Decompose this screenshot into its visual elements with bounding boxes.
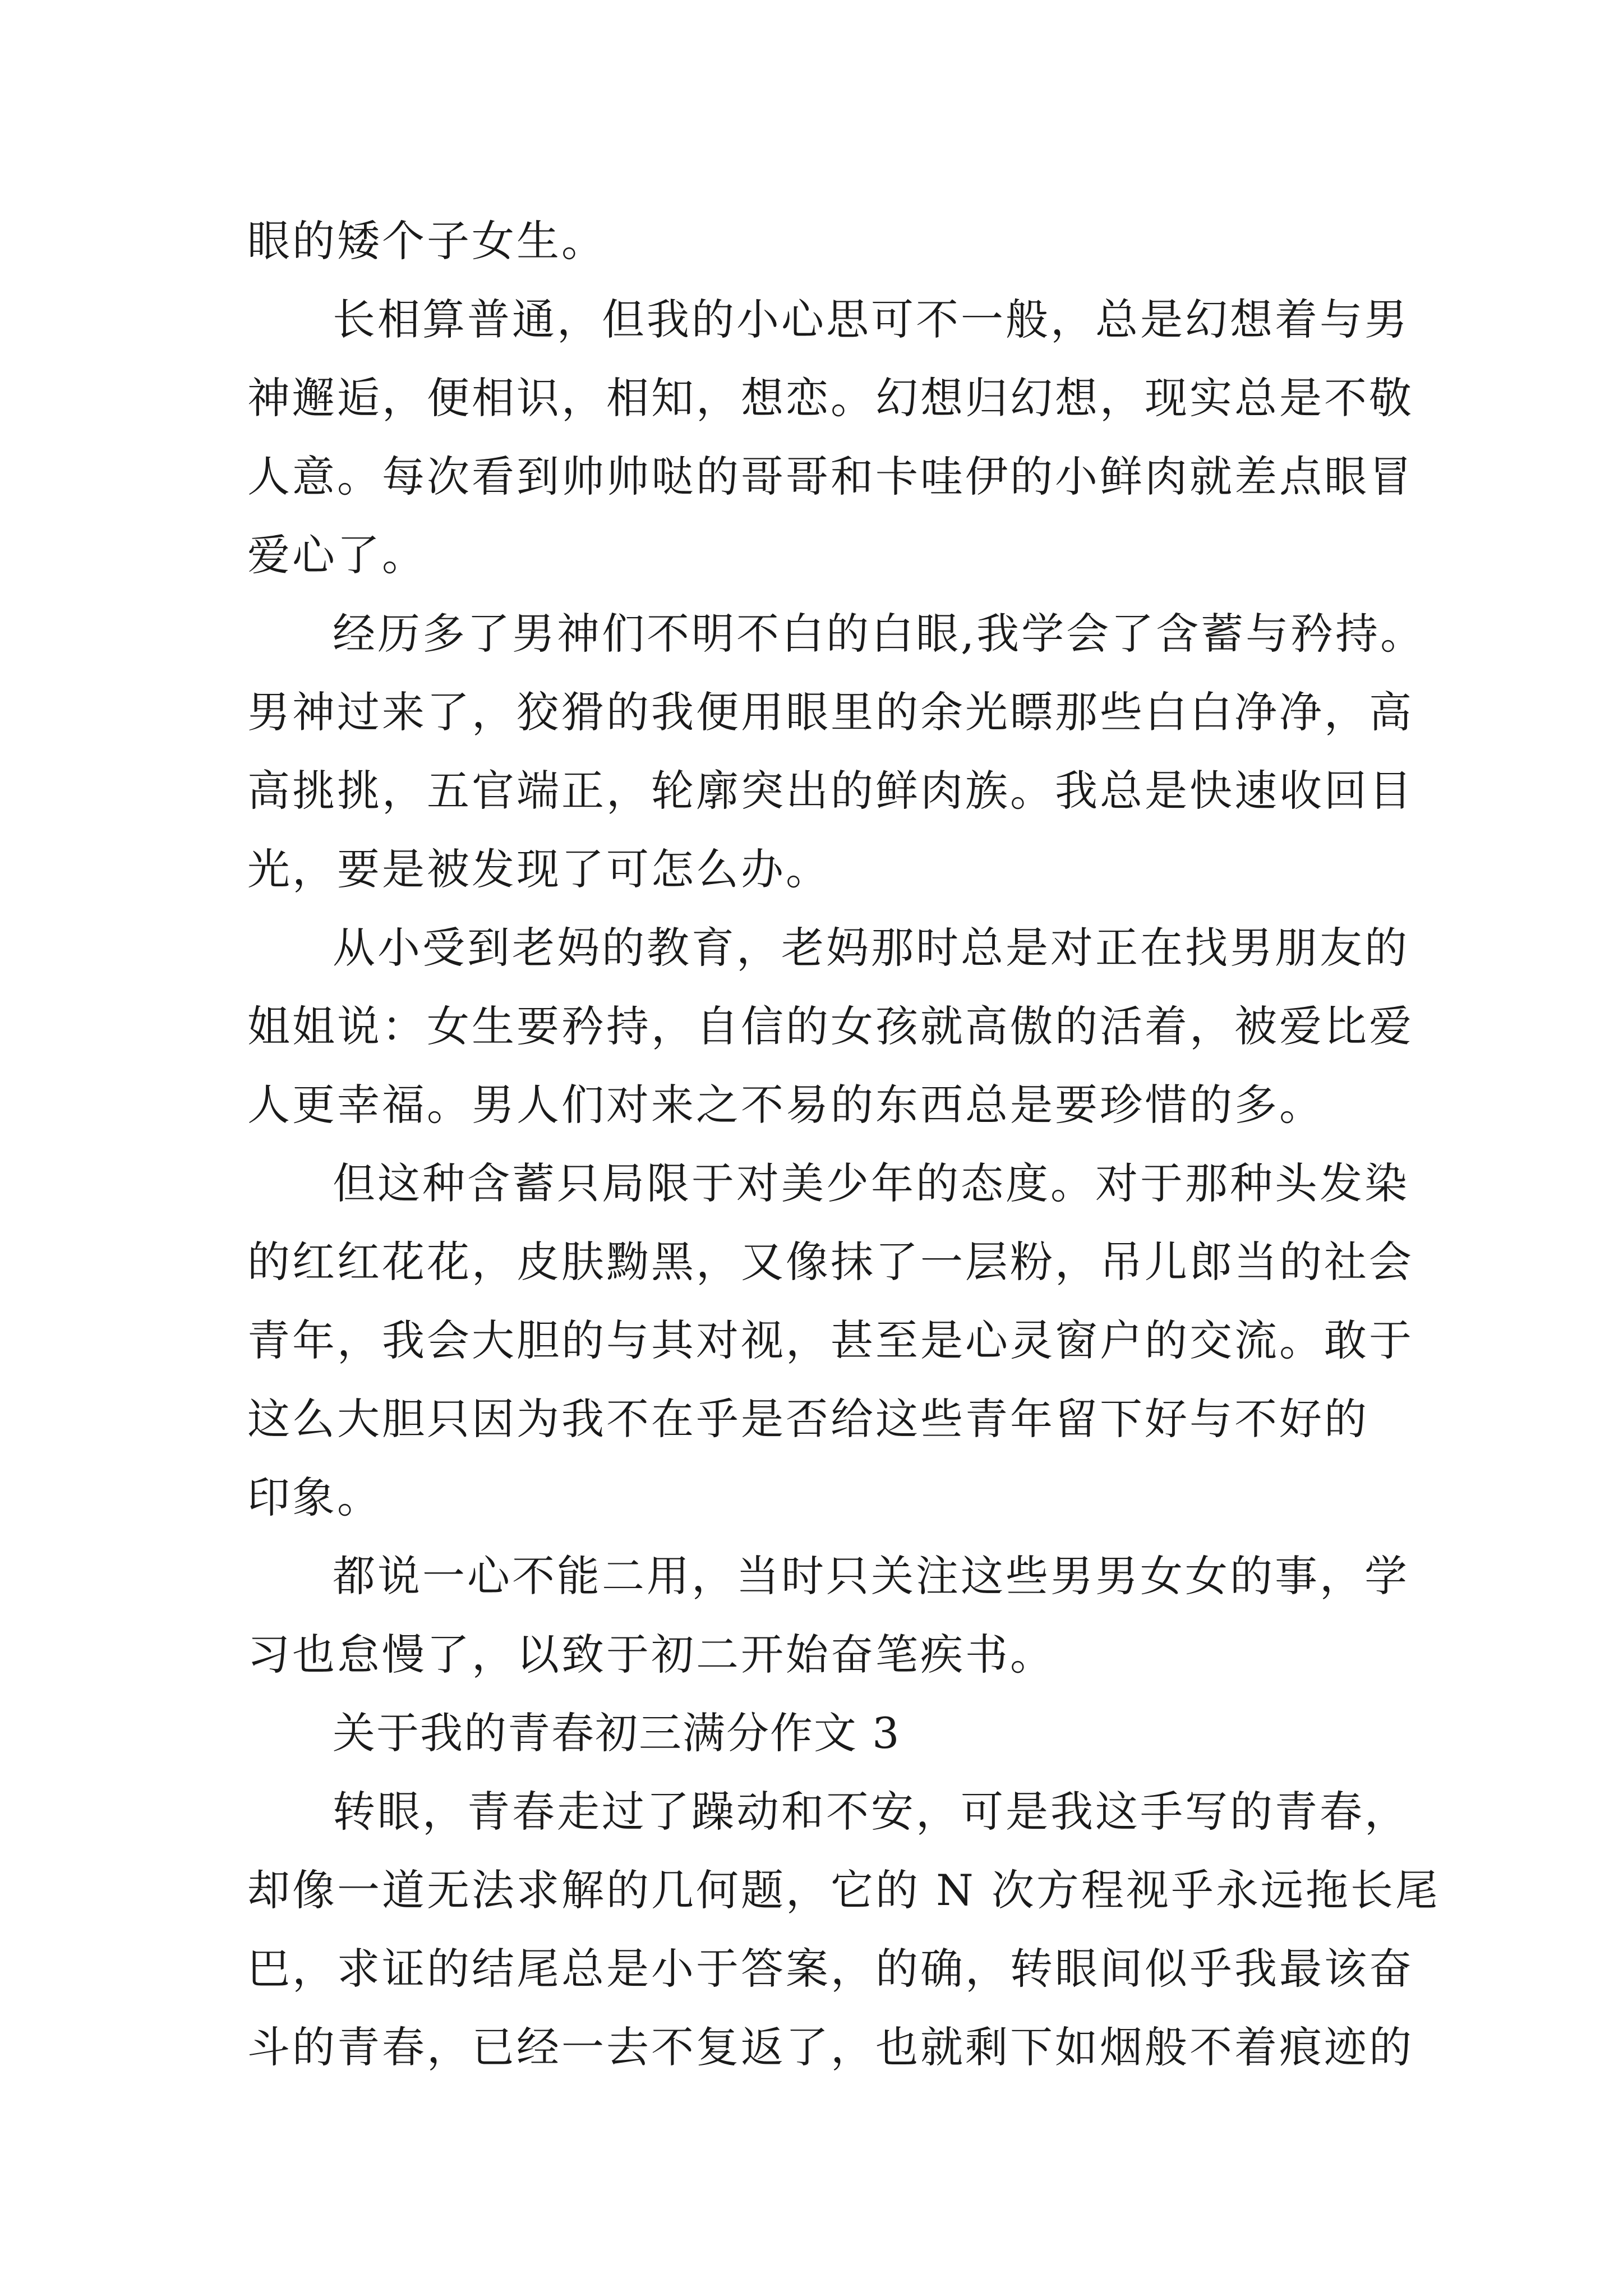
paragraph [247,280,1414,595]
text-line: 青年，我会大胆的与其对视，甚至是心灵窗户的交流。敢于 [247,1315,1414,1365]
text-line: 长相算普通，但我的小心思可不一般，总是幻想着与男 [333,295,1409,344]
paragraph [247,1144,1414,1537]
text-line: 经历多了男神们不明不白的白眼,我学会了含蓄与矜持。 [333,609,1426,659]
text-line: 却像一道无法求解的几何题，它的 N 次方程视乎永远拖长尾 [247,1865,1440,1915]
text-line: 的红红花花，皮肤黝黑，又像抹了一层粉，吊儿郎当的社会 [247,1237,1414,1287]
text-line: 转眼，青春走过了躁动和不安，可是我这手写的青春， [333,1787,1409,1837]
text-line: 光，要是被发现了可怎么办。 [247,844,831,894]
text-line: 男神过来了，狡猾的我便用眼里的余光瞟那些白白净净，高 [247,687,1414,737]
text-line: 爱心了。 [247,530,427,580]
section-heading [247,1694,1391,1773]
text-line: 眼的矮个子女生。 [247,216,606,266]
paragraph [247,1773,1440,2087]
text-line: 人更幸福。男人们对来之不易的东西总是要珍惜的多。 [247,1080,1324,1130]
text-line: 都说一心不能二用，当时只关注这些男男女女的事，学 [333,1551,1409,1601]
text-line: 习也怠慢了，以致于初二开始奋笔疾书。 [247,1630,1055,1680]
text-line: 姐姐说：女生要矜持，自信的女孩就高傲的活着，被爱比爱 [247,1001,1414,1051]
text-line: 这么大胆只因为我不在乎是否给这些青年留下好与不好的 [247,1394,1369,1444]
document-body [247,202,1440,2087]
paragraph [247,595,1426,909]
text-line: 从小受到老妈的教育，老妈那时总是对正在找男朋友的 [333,923,1409,973]
paragraph [247,909,1414,1144]
paragraph-continuation [247,202,1391,280]
section-title: 关于我的青春初三满分作文 3 [333,1708,901,1758]
text-line: 神邂逅，便相识，相知，想恋。幻想归幻想，现实总是不敬 [247,373,1414,423]
paragraph [247,1537,1409,1694]
text-line: 人意。每次看到帅帅哒的哥哥和卡哇伊的小鲜肉就差点眼冒 [247,452,1414,501]
text-line: 高挑挑，五官端正，轮廓突出的鲜肉族。我总是快速收回目 [247,766,1414,816]
text-line: 印象。 [247,1473,382,1522]
text-line: 但这种含蓄只局限于对美少年的态度。对于那种头发染 [333,1158,1409,1208]
text-line: 斗的青春，已经一去不复返了，也就剩下如烟般不着痕迹的 [247,2022,1414,2072]
text-line: 巴，求证的结尾总是小于答案，的确，转眼间似乎我最该奋 [247,1944,1414,1994]
